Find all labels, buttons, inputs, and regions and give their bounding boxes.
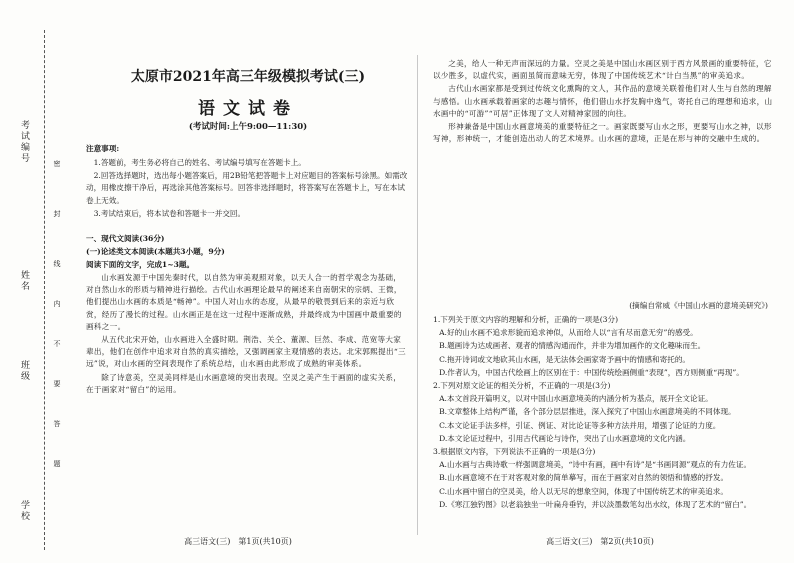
question-option: D.《寒江独钓图》以老翁独坐一叶扁舟垂钓，并以淡墨数笔勾出水纹，体现了艺术的“留白”。	[439, 499, 752, 509]
question-list	[433, 314, 778, 512]
exam-time: (考试时间:上午9:00—11:30)	[188, 122, 308, 132]
question-option: C.山水画中留白的空灵美，给人以无尽的想象空间，体现了中国传统艺术的审美追求。	[439, 486, 728, 496]
question-stem: 1.下列关于原文内容的理解和分析，正确的一项是(3分)	[433, 315, 619, 324]
binding-margin	[0, 0, 72, 563]
binding-name-label: 姓名	[19, 270, 29, 292]
seal-char-2: 封	[53, 210, 61, 223]
seal-char-4: 内	[53, 300, 61, 313]
passage-paragraph: 山水画发源于中国先秦时代，以自然为审美观照对象，以天人合一的哲学观念为基础，对自然山水的形质与精神进行描绘。古代山水画理论最早的阐述来自南朝宋的宗炳、王微，他们提出山水画的本质是“畅神”。中国人对山水的态度，从最早的敬畏到后来的亲近与欣赏，经历了漫长的过程。山水画正是在这一过程中逐渐成熟，并最终成为中国画中最重要的画科之一。	[86, 273, 402, 331]
passage-left	[86, 272, 408, 397]
seal-char-5: 不	[53, 340, 61, 353]
section-heading: 一、现代文阅读(36分)	[86, 234, 165, 243]
question-option: D.本文论证过程中，引用古代画论与诗作，突出了山水画意境的文化内涵。	[439, 433, 691, 443]
binding-class-label: 班级	[19, 360, 29, 382]
passage-right	[433, 58, 778, 146]
exam-title: 太原市2021年高三年级模拟考试(三)	[130, 69, 366, 85]
note-item: 2.回答选择题时，选出每小题答案后，用2B铅笔把答题卡上对应题目的答案标号涂黑。如需改动，用橡皮擦干净后，再选涂其他答案标号。回答非选择题时，将答案写在答题卡上，写在本试卷上无效。	[86, 171, 408, 205]
question-stem: 3.根据原文内容，下列说法不正确的一项是(3分)	[433, 447, 596, 457]
seal-dashed-line	[44, 30, 45, 550]
question-option: D.作者认为，中国古代绘画上的区别在于：中国传统绘画侧重“表现”，西方则侧重“再现”。	[439, 367, 744, 377]
passage-paragraph: 从五代北宋开始，山水画进入全盛时期。荆浩、关仝、董源、巨然、李成、范宽等大家辈出，他们在创作中追求对自然的真实描绘，又强调画家主观情感的表达。北宋郭熙提出“三远”说，对山水画的空间表现作了系统总结，山水画由此形成了成熟的审美体系。	[86, 335, 406, 369]
footer-page-1: 高三语文(三) 第1页(共10页)	[184, 537, 292, 546]
right-page	[425, 0, 780, 563]
left-page	[78, 0, 410, 563]
question-option: A.好的山水画不追求形貌而追求神似，从而给人以“言有尽而意无穷”的感受。	[439, 328, 698, 338]
seal-char-8: 题	[53, 460, 61, 473]
question-option: A.本文首段开篇明义，以对中国山水画意境美的内涵分析为基点，展开全文论证。	[439, 394, 713, 404]
question-option: A.山水画与古典诗歌一样强调意境美，“诗中有画，画中有诗”是“书画同源”观点的有力佐证。	[439, 460, 752, 470]
passage-paragraph: 之美，给人一种无声而深远的力量。空灵之美是中国山水画区别于西方风景画的重要特征，它以少胜多，以虚代实，画面虽简而意味无穷，体现了中国传统艺术“计白当黑”的审美追求。	[433, 59, 772, 81]
question-option: C.本文论证手法多样，引证、例证、对比论证等多种方法并用，增强了论证的力度。	[439, 420, 721, 430]
question-option: B.山水画意境不在于对客观对象的简单摹写，而在于画家对自然的领悟和情感的抒发。	[439, 473, 729, 483]
notes-heading: 注意事项:	[86, 144, 120, 153]
note-item: 1.答题前，考生务必将自己的姓名、考试编号填写在答题卡上。	[93, 158, 306, 167]
question-stem: 2.下列对原文论证的相关分析，不正确的一项是(3分)	[433, 381, 611, 391]
passage-paragraph: 古代山水画家都是受到过传统文化熏陶的文人，其作品的意境关联着他们对人生与自然的理解与感悟。山水画承载着画家的志趣与情怀，他们借山水抒发胸中逸气，寄托自己的理想和追求，山水画中的“可游”“可居”正体现了文人对精神家园的向往。	[433, 84, 773, 118]
question-option: B.文章整体上结构严谨，各个部分层层推进，深入探究了中国山水画意境美的不同体现。	[439, 407, 736, 417]
seal-char-1: 密	[53, 160, 61, 173]
seal-char-6: 要	[53, 380, 61, 393]
sub-section-heading: (一)论述类文本阅读(本题共3小题，9分)	[86, 247, 225, 256]
exam-subject: 语文试卷	[198, 99, 298, 119]
question-option: C.拖开诗词或文地砍其山水画，是无法体会画家寄予画中的情感和寄托的。	[439, 354, 691, 364]
seal-char-7: 答	[53, 420, 61, 433]
binding-exam-no-label: 考试编号	[19, 120, 29, 164]
footer-page-2: 高三语文(三) 第2页(共10页)	[546, 537, 654, 546]
column-divider	[417, 55, 418, 535]
read-instruction: 阅读下面的文字，完成1~3题。	[86, 260, 195, 269]
question-option: B.题画诗为达成画者、观者的情感沟通而作，并非为增加画作的文化趣味而生。	[439, 341, 706, 351]
notes-list	[86, 157, 408, 221]
passage-paragraph: 形神兼备是中国山水画意境美的重要特征之一。画家既要写山水之形，更要写山水之神，以形写神，形神统一，才能创造出动人的艺术境界。山水画的意境，正是在形与神的交融中生成的。	[433, 122, 772, 144]
binding-school-label: 学校	[19, 500, 29, 522]
passage-paragraph: 除了诗意美，空灵美同样是山水画意境的突出表现。空灵之美产生于画面的虚实关系，在于画家对“留白”的运用。	[86, 372, 402, 394]
note-item: 3.考试结束后，将本试卷和答题卡一并交回。	[93, 208, 246, 218]
seal-char-3: 线	[53, 260, 61, 273]
passage-source: (摘编自常威《中国山水画的意境美研究》)	[629, 301, 768, 310]
